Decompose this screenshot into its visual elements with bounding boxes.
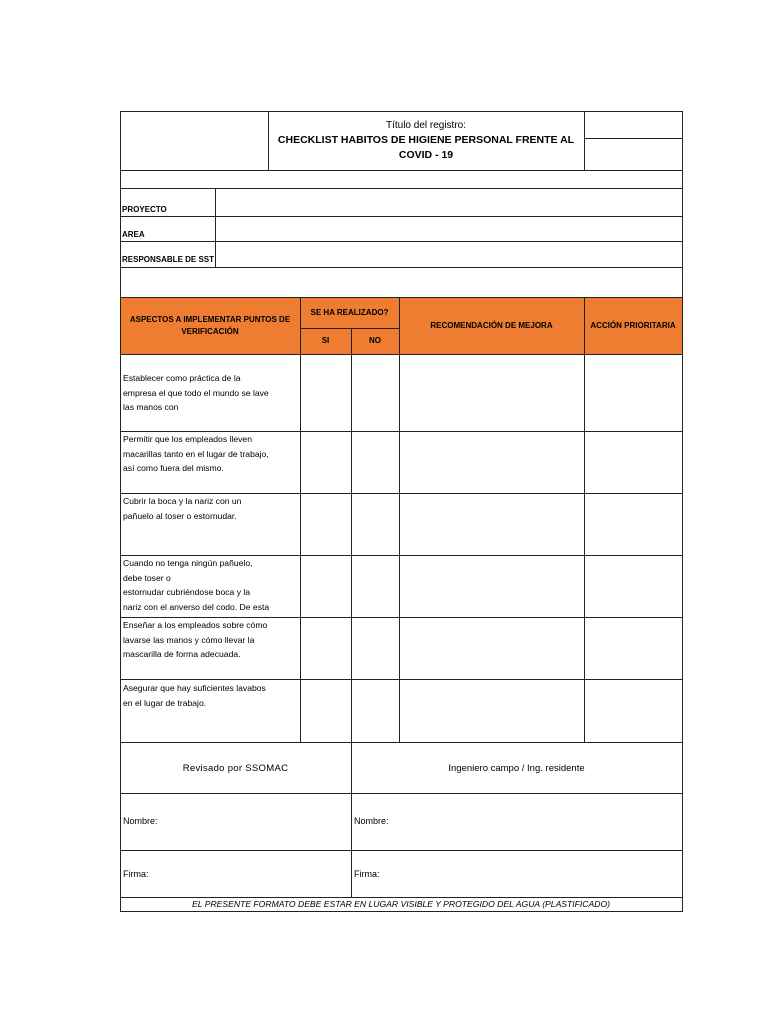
- header-aspectos: ASPECTOS A IMPLEMENTAR PUNTOS DE VERIFICACIÓN: [129, 315, 291, 336]
- firma-field-left[interactable]: [170, 852, 350, 896]
- field-value-area[interactable]: [216, 217, 682, 241]
- field-label-proyecto: PROYECTO: [122, 205, 167, 214]
- nombre-field-right[interactable]: [410, 795, 681, 849]
- checklist-item: Permitir que los empleados lleven macarillas tanto en el lugar de trabajo, así como fuera del mismo.: [123, 434, 269, 473]
- row-line: [120, 679, 682, 680]
- record-subtitle: Título del registro:: [385, 120, 467, 131]
- field-value-proyecto[interactable]: [216, 189, 682, 216]
- header-si: SI: [321, 336, 330, 345]
- checklist-item: Cuando no tenga ningún pañuelo, debe toser o estornudar cubriéndose boca y la nariz con el anverso del codo. De esta: [123, 558, 270, 612]
- code-box-divider: [584, 138, 682, 139]
- header-recomendacion: RECOMENDACIÓN DE MEJORA: [430, 321, 553, 330]
- nombre-label-right: Nombre:: [354, 816, 389, 826]
- border-right: [682, 111, 683, 912]
- nombre-label-left: Nombre:: [123, 816, 158, 826]
- checklist-item: Enseñar a los empleados sobre cómo lavarse las manos y cómo llevar la mascarilla de forma adecuada.: [123, 620, 268, 659]
- checklist-item: Asegurar que hay suficientes lavabos en el lugar de trabajo.: [123, 683, 266, 708]
- field-line-bottom: [120, 267, 682, 268]
- nombre-field-left[interactable]: [180, 795, 350, 849]
- title-divider-right: [584, 111, 585, 170]
- signature-title-right: Ingeniero campo / Ing. residente: [448, 762, 585, 774]
- accion-cell[interactable]: [585, 355, 682, 431]
- firma-field-right[interactable]: [400, 852, 681, 896]
- firma-label-left: Firma:: [123, 869, 149, 879]
- document-title-line2: COVID - 19: [398, 149, 454, 161]
- signature-name-bottom: [120, 850, 682, 851]
- no-cell[interactable]: [352, 355, 399, 431]
- header-accion: ACCIÓN PRIORITARIA: [590, 321, 676, 330]
- field-value-responsable[interactable]: [216, 242, 682, 267]
- header-no: NO: [369, 336, 381, 345]
- document-title-line1: CHECKLIST HABITOS DE HIGIENE PERSONAL FRENTE AL: [277, 134, 575, 146]
- checklist-item: Establecer como práctica de la empresa el que todo el mundo se lave las manos con: [123, 373, 269, 412]
- signature-title-bottom: [120, 793, 682, 794]
- footer-bottom: [120, 911, 682, 912]
- border-top: [120, 111, 682, 112]
- header-realizado: SE HA REALIZADO?: [310, 308, 389, 317]
- field-label-responsable: RESPONSABLE DE SST: [122, 255, 215, 264]
- field-label-area: AREA: [122, 230, 145, 239]
- checklist-item: Cubrir la boca y la nariz con un pañuelo al toser o estornudar.: [123, 496, 242, 521]
- footer-note: EL PRESENTE FORMATO DEBE ESTAR EN LUGAR VISIBLE Y PROTEGIDO DEL AGUA (PLASTIFICADO): [191, 899, 610, 909]
- recomendacion-cell[interactable]: [400, 355, 584, 431]
- header-bottom: [120, 170, 682, 171]
- si-cell[interactable]: [301, 355, 351, 431]
- firma-label-right: Firma:: [354, 869, 380, 879]
- signature-title-left: Revisado por SSOMAC: [182, 762, 289, 774]
